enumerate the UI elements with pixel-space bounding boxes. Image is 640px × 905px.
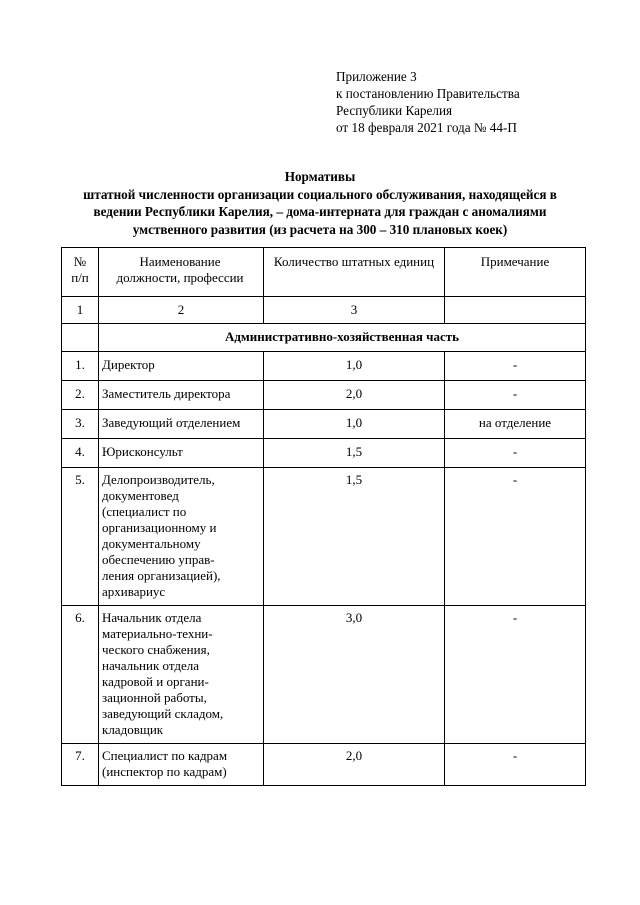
staff-units: 1,5 (264, 439, 445, 468)
position-name-line: начальник отдела (102, 658, 200, 673)
table-row (62, 439, 586, 468)
header-qty (264, 248, 445, 297)
appendix-line: от 18 февраля 2021 года № 44-П (336, 120, 517, 135)
note: - (445, 744, 586, 786)
header-num-line: п/п (71, 270, 89, 285)
table-row (62, 606, 586, 744)
header-name-line: должности, профессии (116, 270, 244, 285)
note: на отделение (445, 410, 586, 439)
position-name-line: Юрисконсульт (102, 444, 183, 459)
row-number: 5. (62, 468, 99, 606)
table-row (62, 744, 586, 786)
header-note (445, 248, 586, 297)
note: - (445, 352, 586, 381)
position-name-line: зационной работы, (102, 690, 207, 705)
appendix-line: к постановлению Правительства (336, 86, 520, 101)
header-name (99, 248, 264, 297)
row-number: 3. (62, 410, 99, 439)
position-name-line: Заведующий отделением (102, 415, 241, 430)
table-header-row (62, 248, 586, 297)
staff-units: 2,0 (264, 381, 445, 410)
note: - (445, 606, 586, 744)
position-name-line: заведующий складом, (102, 706, 224, 721)
staff-units: 1,5 (264, 468, 445, 606)
position-name-line: Специалист по кадрам (102, 748, 228, 763)
position-name (99, 381, 264, 410)
note: - (445, 439, 586, 468)
row-number: 1. (62, 352, 99, 381)
section-empty-cell (62, 324, 99, 352)
staffing-table (61, 247, 586, 786)
index-cell: 1 (62, 297, 99, 324)
position-name-line: кладовщик (102, 722, 164, 737)
position-name (99, 439, 264, 468)
heading-title: Нормативы (284, 169, 356, 184)
position-name-line: Делопроизводитель, (102, 472, 215, 487)
position-name (99, 468, 264, 606)
table-row (62, 381, 586, 410)
table-row (62, 410, 586, 439)
header-name-line: Наименование (139, 254, 221, 269)
row-number: 6. (62, 606, 99, 744)
note: - (445, 468, 586, 606)
position-name-line: Директор (102, 357, 155, 372)
position-name-line: (специалист по (102, 504, 187, 519)
staff-units: 2,0 (264, 744, 445, 786)
position-name-line: ления организацией), (102, 568, 221, 583)
header-num (62, 248, 99, 297)
appendix-reference (336, 68, 520, 136)
staff-units: 1,0 (264, 352, 445, 381)
appendix-line: Республики Карелия (336, 103, 453, 118)
position-name-line: обеспечению управ- (102, 552, 215, 567)
position-name (99, 410, 264, 439)
heading-line: умственного развития (из расчета на 300 – 310 плановых коек) (132, 221, 508, 237)
position-name-line: документовед (102, 488, 179, 503)
appendix-line: Приложение 3 (336, 69, 417, 84)
column-index-row (62, 297, 586, 324)
section-title: Административно-хозяйственная часть (99, 324, 586, 352)
position-name-line: Начальник отдела (102, 610, 202, 625)
position-name (99, 606, 264, 744)
staff-units: 1,0 (264, 410, 445, 439)
row-number: 4. (62, 439, 99, 468)
position-name-line: ческого снабжения, (102, 642, 210, 657)
position-name (99, 744, 264, 786)
staff-units: 3,0 (264, 606, 445, 744)
heading-line: ведении Республики Карелия, – дома-интерната для граждан с аномалиями (93, 204, 547, 219)
table-row (62, 468, 586, 606)
table-row (62, 352, 586, 381)
position-name (99, 352, 264, 381)
position-name-line: документальному (102, 536, 201, 551)
index-cell: 2 (99, 297, 264, 324)
row-number: 7. (62, 744, 99, 786)
position-name-line: Заместитель директора (102, 386, 231, 401)
header-num-line: № (73, 254, 87, 269)
index-cell (445, 297, 586, 324)
header-note-line: Примечание (480, 254, 550, 269)
position-name-line: (инспектор по кадрам) (102, 764, 227, 779)
position-name-line: кадровой и органи- (102, 674, 209, 689)
header-qty-line: Количество штатных единиц (273, 254, 435, 269)
document-heading (40, 168, 600, 238)
position-name-line: материально-техни- (102, 626, 213, 641)
position-name-line: организационному и (102, 520, 217, 535)
index-cell: 3 (264, 297, 445, 324)
row-number: 2. (62, 381, 99, 410)
heading-line: штатной численности организации социального обслуживания, находящейся в (83, 186, 557, 202)
position-name-line: архивариус (102, 584, 166, 599)
note: - (445, 381, 586, 410)
section-row (62, 324, 586, 352)
